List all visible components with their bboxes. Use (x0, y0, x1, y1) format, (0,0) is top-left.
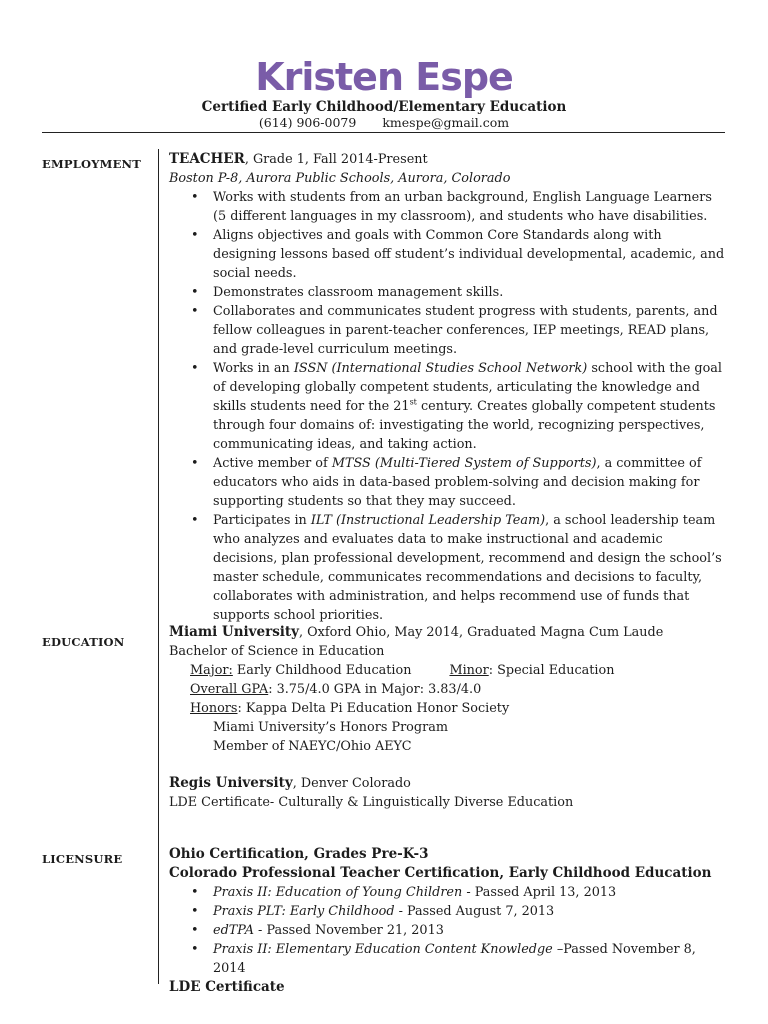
certificate: LDE Certificate- Culturally & Linguistically Diverse Education (169, 795, 574, 810)
employer: Boston P-8, Aurora Public Schools, Aurora, Colorado (169, 171, 511, 186)
job-title-detail: , Grade 1, Fall 2014-Present (244, 152, 428, 167)
school-name: Regis University (169, 775, 293, 791)
list-item: • Praxis PLT: Early Childhood - Passed August 7, 2013 (213, 902, 729, 921)
list-item: • Aligns objectives and goals with Common Core Standards along with designing lessons based off student’s individual developmental, academic, and social needs. (213, 226, 729, 283)
employment-bullets (169, 188, 729, 625)
list-item: • Praxis II: Elementary Education Content Knowledge –Passed November 8, 2014 (213, 940, 729, 978)
job-title-line (169, 150, 729, 169)
list-item: • Works in an ISSN (International Studies School Network) school with the goal of developing globally competent students, articulating the knowledge and skills students need for the 21st century. Creates globally competent students through four domains of: investigating the world, recognizing perspectives, communicating ideas, and taking action. (213, 359, 729, 454)
header-divider (42, 132, 725, 133)
education-section (169, 623, 729, 812)
phone-number: (614) 906-0079 (258, 115, 357, 130)
job-title: TEACHER (169, 151, 245, 167)
licensure-bullets (169, 883, 729, 978)
honors-item: Member of NAEYC/Ohio AEYC (213, 739, 412, 754)
licensure-section (169, 845, 729, 997)
major-minor-line: Major: Early Childhood Education Minor: Special Education (190, 663, 615, 678)
honors-line: Honors: Kappa Delta Pi Education Honor Society (190, 701, 510, 716)
candidate-name: Kristen Espe (255, 55, 513, 99)
list-item: • edTPA - Passed November 21, 2013 (213, 921, 729, 940)
honors-item: Miami University’s Honors Program (213, 720, 448, 735)
school-name: Miami University (169, 624, 300, 640)
degree: Bachelor of Science in Education (169, 644, 385, 659)
gpa-line: Overall GPA: 3.75/4.0 GPA in Major: 3.83/4.0 (190, 682, 482, 697)
list-item: • Participates in ILT (Instructional Leadership Team), a school leadership team who analyzes and evaluates data to make instructional and academic decisions, plan professional development, recommend and design the school’s master schedule, communicates recommendations and decisions to faculty, collaborates with administration, and helps recommend use of funds that supports school priorities. (213, 511, 729, 625)
email-address: kmespe@gmail.com (382, 115, 510, 130)
license-line: LDE Certificate (169, 979, 285, 995)
list-item: • Works with students from an urban background, English Language Learners (5 different languages in my classroom), and students who have disabilities. (213, 188, 729, 226)
section-heading-employment: EMPLOYMENT (42, 157, 142, 171)
license-line: Ohio Certification, Grades Pre-K-3 (169, 846, 429, 862)
contact-line (0, 115, 768, 131)
license-line: Colorado Professional Teacher Certification, Early Childhood Education (169, 865, 712, 881)
list-item: • Collaborates and communicates student progress with students, parents, and fellow colleagues in parent-teacher conferences, IEP meetings, READ plans, and grade-level curriculum meetings. (213, 302, 729, 359)
section-divider (158, 149, 159, 984)
section-heading-education: EDUCATION (42, 635, 125, 649)
list-item: • Active member of MTSS (Multi-Tiered System of Supports), a committee of educators who aids in data-based problem-solving and decision making for supporting students so that they may succeed. (213, 454, 729, 511)
section-heading-licensure: LICENSURE (42, 852, 123, 866)
school-line-regis: Regis University, Denver Colorado (169, 775, 411, 791)
employment-section (169, 150, 729, 625)
resume-subtitle: Certified Early Childhood/Elementary Education (201, 99, 567, 115)
list-item: • Demonstrates classroom management skills. (213, 283, 729, 302)
list-item: • Praxis II: Education of Young Children - Passed April 13, 2013 (213, 883, 729, 902)
school-line-miami: Miami University, Oxford Ohio, May 2014, Graduated Magna Cum Laude (169, 624, 664, 640)
